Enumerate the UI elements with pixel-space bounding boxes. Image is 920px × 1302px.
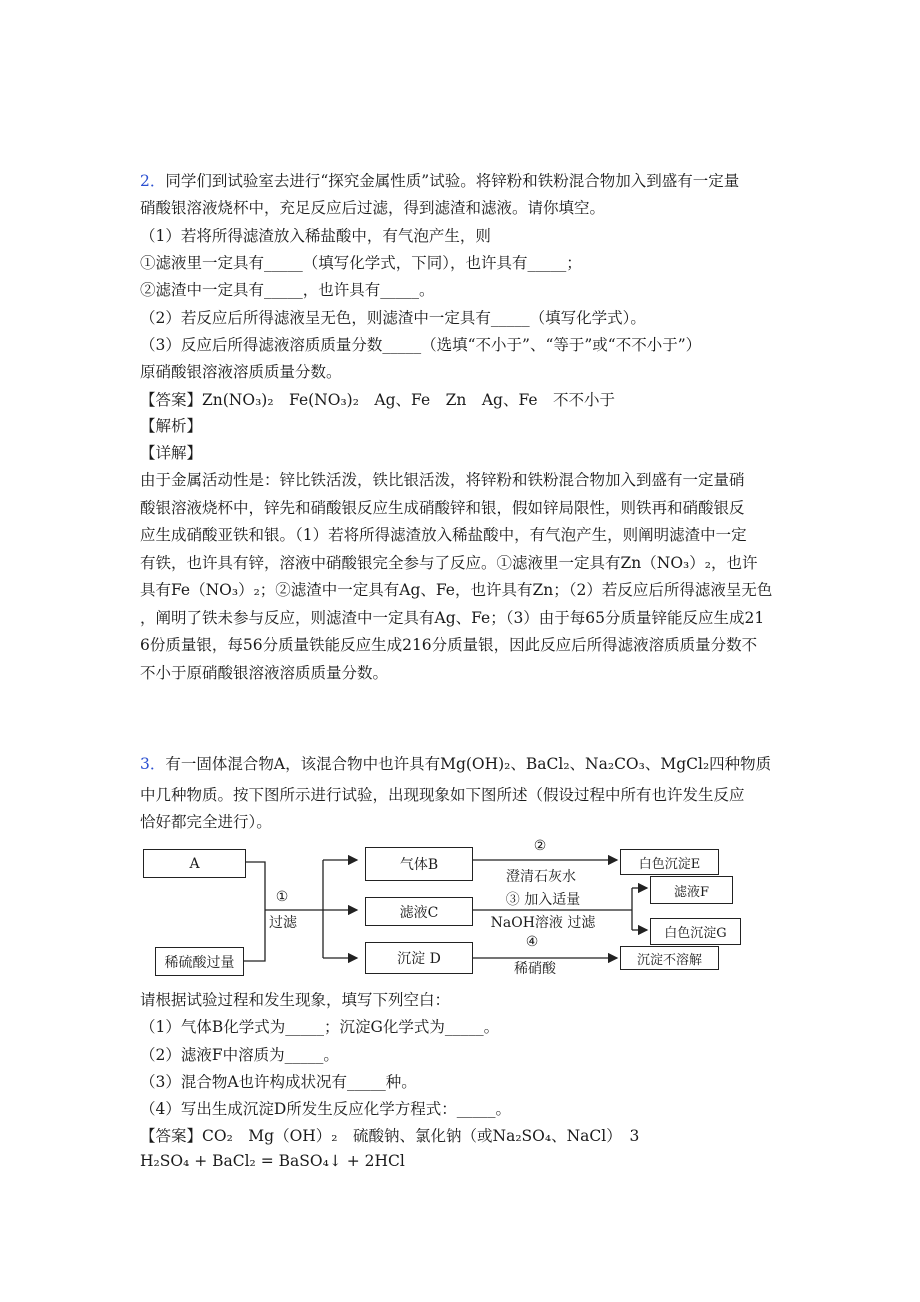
step-2-label: ② — [533, 838, 547, 854]
box-dilute-sulfuric-acid: 稀硫酸过量 — [155, 947, 244, 976]
limewater-label: 澄清石灰水 — [506, 869, 576, 885]
box-filtrate-f: 滤液F — [650, 876, 733, 904]
box-precipitate-d: 沉淀 D — [365, 942, 473, 974]
q3-subquestion: （4）写出生成沉淀D所发生反应化学方程式：_____。 — [140, 1100, 512, 1118]
q2-line: （3）反应后所得滤液溶质质量分数_____（选填“不小于”、“等于”或“不不小于”） — [140, 336, 702, 354]
q3-answer: 【答案】CO₂ Mg（OH）₂ 硫酸钠、氯化钠（或Na₂SO₄、NaCl） 3 — [140, 1127, 640, 1145]
q3-line-1: 3．有一固体混合物A，该混合物中也许具有Mg(OH)₂、BaCl₂、Na₂CO₃、MgCl₂四种物质 — [140, 755, 772, 773]
q2-explanation: 由于金属活动性是：锌比铁活泼，铁比银活泼，将锌粉和铁粉混合物加入到盛有一定量硝 — [140, 471, 745, 489]
q2-line: 原硝酸银溶液溶质质量分数。 — [140, 363, 342, 381]
q3-subquestion: （2）滤液F中溶质为_____。 — [140, 1046, 339, 1064]
box-precipitate-insoluble: 沉淀不溶解 — [620, 946, 719, 970]
box-a: A — [143, 849, 246, 878]
q2-explanation: 6份质量银，每56分质量铁能反应生成216分质量银，因此反应后所得滤液溶质质量分数不 — [140, 636, 758, 654]
q2-line-1: 2．同学们到试验室去进行“探究金属性质”试验。将锌粉和铁粉混合物加入到盛有一定量 — [140, 172, 740, 190]
q2-analysis-heading: 【解析】 — [140, 417, 203, 435]
box-gas-b: 气体B — [365, 847, 473, 881]
naoh-filter-label: NaOH溶液 过滤 — [490, 915, 596, 931]
q2-explanation: 不小于原硝酸银溶液溶质质量分数。 — [140, 664, 389, 682]
q2-number: 2． — [140, 172, 166, 190]
q3-line: 恰好都完全进行）。 — [140, 813, 272, 831]
q3-number: 3． — [140, 755, 166, 773]
q2-explanation: ，阐明了铁未参与反应，则滤渣中一定具有Ag、Fe；（3）由于每65分质量锌能反应生成21 — [140, 609, 765, 627]
box-white-precipitate-e: 白色沉淀E — [620, 849, 719, 875]
q2-explanation: 有铁，也许具有锌，溶液中硝酸银完全参与了反应。①滤液里一定具有Zn（NO₃）₂，也许 — [140, 554, 758, 572]
step-4-label: ④ — [525, 934, 539, 950]
q2-line: （2）若反应后所得滤液呈无色，则滤渣中一定具有_____（填写化学式）。 — [140, 309, 646, 327]
q3-subquestion: （1）气体B化学式为_____；沉淀G化学式为_____。 — [140, 1018, 500, 1036]
step-3-label: ③ 加入适量 — [505, 892, 581, 908]
q3-instruction: 请根据试验过程和发生现象，填写下列空白： — [140, 991, 451, 1009]
q2-line: ①滤液里一定具有_____（填写化学式，下同），也许具有_____； — [140, 254, 582, 272]
q2-answer: 【答案】Zn(NO₃)₂ Fe(NO₃)₂ Ag、Fe Zn Ag、Fe 不不小于 — [140, 391, 616, 409]
q2-explanation: 具有Fe（NO₃）₂；②滤渣中一定具有Ag、Fe，也许具有Zn；（2）若反应后所得滤液呈无色 — [140, 581, 773, 599]
q2-line: ②滤渣中一定具有_____，也许具有_____。 — [140, 281, 435, 299]
q3-answer-equation: H₂SO₄ + BaCl₂ = BaSO₄↓ + 2HCl — [140, 1152, 405, 1170]
q2-line: 硝酸银溶液烧杯中，充足反应后过滤，得到滤渣和滤液。请你填空。 — [140, 199, 606, 217]
step-1-label: ① — [275, 889, 289, 905]
q2-line: （1）若将所得滤渣放入稀盐酸中，有气泡产生，则 — [140, 227, 491, 245]
q3-line: 中几种物质。按下图所示进行试验，出现现象如下图所述（假设过程中所有也许发生反应 — [140, 786, 745, 804]
q2-explanation: 应生成硝酸亚铁和银。（1）若将所得滤渣放入稀盐酸中，有气泡产生，则阐明滤渣中一定 — [140, 526, 747, 544]
filter-label: 过滤 — [269, 915, 297, 931]
q3-subquestion: （3）混合物A也许构成状况有_____种。 — [140, 1073, 417, 1091]
box-filtrate-c: 滤液C — [365, 897, 473, 926]
q2-explanation: 酸银溶液烧杯中，锌先和硝酸银反应生成硝酸锌和银，假如锌局限性，则铁再和硝酸银反 — [140, 499, 745, 517]
nitric-acid-label: 稀硝酸 — [514, 961, 556, 977]
box-white-precipitate-g: 白色沉淀G — [650, 918, 741, 945]
q2-detail-heading: 【详解】 — [140, 444, 203, 462]
